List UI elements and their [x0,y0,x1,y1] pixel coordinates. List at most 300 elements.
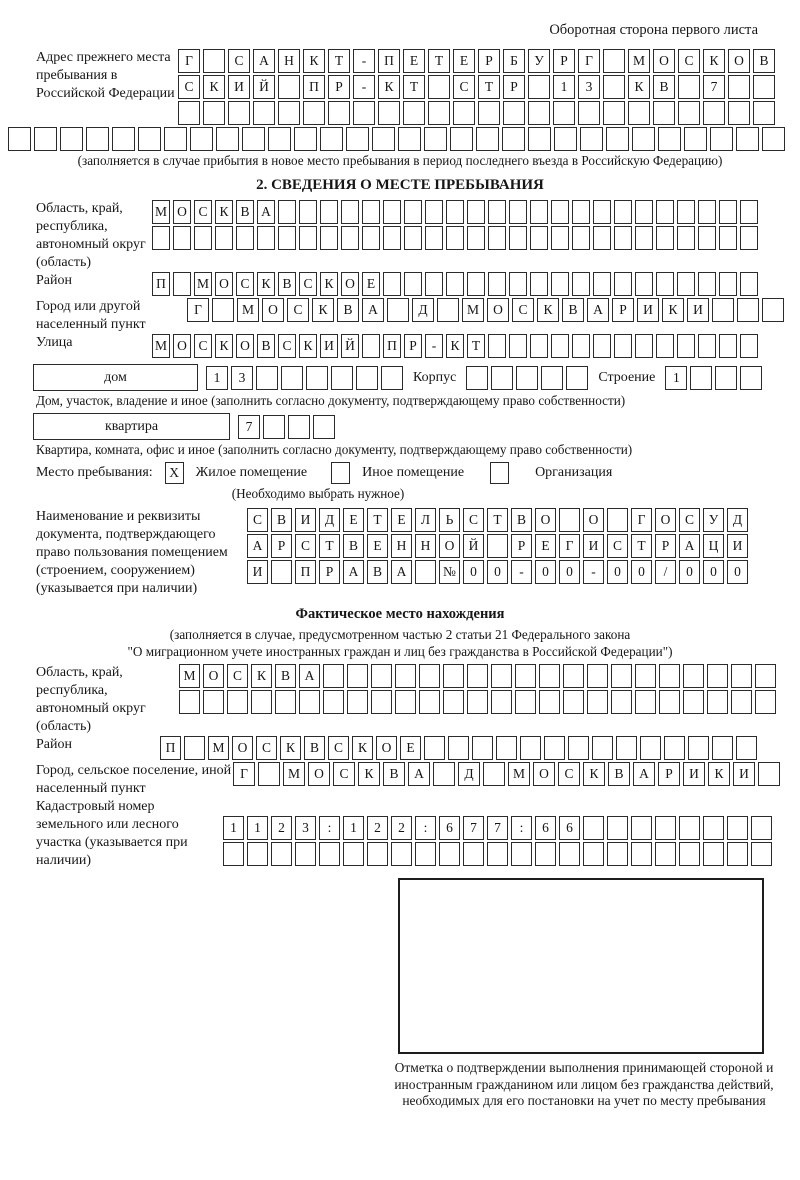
char-box [152,226,170,250]
char-box [112,127,135,151]
char-box [463,842,484,866]
char-box: О [535,508,556,532]
char-box [404,272,422,296]
char-box [509,226,527,250]
char-box [603,49,625,73]
char-box: А [587,298,609,322]
char-box [703,101,725,125]
char-box [303,101,325,125]
char-box [216,127,239,151]
char-box [347,664,368,688]
char-box [320,127,343,151]
char-row [152,272,758,296]
char-box: С [295,534,316,558]
char-box: В [562,298,584,322]
char-box [483,762,505,786]
char-box: И [687,298,709,322]
char-box: 0 [631,560,652,584]
char-box: 0 [463,560,484,584]
char-row [187,298,784,322]
char-box: 7 [463,816,484,840]
char-box: Й [253,75,275,99]
char-box: 6 [559,816,580,840]
char-box [228,101,250,125]
char-box [740,200,758,224]
char-box [515,664,536,688]
char-box: С [678,49,700,73]
char-box: 3 [231,366,253,390]
char-box: / [655,560,676,584]
char-box [443,690,464,714]
char-box [751,842,772,866]
char-box: К [446,334,464,358]
char-box [740,334,758,358]
char-box [425,200,443,224]
char-box [60,127,83,151]
char-box [607,842,628,866]
char-box: В [278,272,296,296]
char-box [503,101,525,125]
char-box: О [533,762,555,786]
char-box [607,816,628,840]
char-box [371,690,392,714]
char-box: О [655,508,676,532]
char-box [323,690,344,714]
char-box [707,664,728,688]
actual-location-note [8,627,792,660]
prev-address-rows [178,49,775,127]
apartment-row [33,413,792,440]
char-box [476,127,499,151]
char-box [343,842,364,866]
char-box: 7 [703,75,725,99]
char-box [306,366,328,390]
char-box: Т [403,75,425,99]
char-box: С [247,508,268,532]
section2-title: 2. СВЕДЕНИЯ О МЕСТЕ ПРЕБЫВАНИЯ [256,177,544,193]
char-box [491,366,513,390]
char-box [178,101,200,125]
char-box [628,101,650,125]
char-box [684,127,707,151]
char-box [372,127,395,151]
char-box [655,842,676,866]
stay-type-label: Место пребывания: [36,465,153,480]
char-box [203,49,225,73]
char-box: Н [278,49,300,73]
char-box [755,664,776,688]
char-box [367,842,388,866]
prev-address-field [8,49,792,127]
char-box: Т [487,508,508,532]
char-box: Л [415,508,436,532]
char-box [467,664,488,688]
char-box: 0 [679,560,700,584]
char-box: В [337,298,359,322]
residential-label: Жилое помещение [195,465,308,480]
char-box: Д [727,508,748,532]
char-box [539,664,560,688]
char-box [437,298,459,322]
char-box [467,272,485,296]
char-box: 0 [535,560,556,584]
char-row [152,200,758,224]
char-box [740,272,758,296]
char-box: А [362,298,384,322]
char-box [256,366,278,390]
char-box: М [237,298,259,322]
char-box [439,842,460,866]
document-label: Наименование и реквизиты документа, подтверждающего право пользования помещением (строением, сооружением) (указывается при наличии) [36,509,228,596]
char-box [404,226,422,250]
char-box [371,664,392,688]
char-box: О [262,298,284,322]
char-box [446,226,464,250]
char-box [86,127,109,151]
char-box [295,842,316,866]
char-box: С [287,298,309,322]
char-box [539,690,560,714]
char-box: О [173,334,191,358]
char-box [478,101,500,125]
char-box [719,334,737,358]
char-box [677,200,695,224]
char-box [587,664,608,688]
char-box [740,226,758,250]
actual-region-field [8,664,792,736]
char-box [236,226,254,250]
char-box [727,842,748,866]
char-box [419,664,440,688]
char-box [378,101,400,125]
char-box [719,272,737,296]
char-box [712,298,734,322]
char-box [559,842,580,866]
char-box [275,690,296,714]
prev-address-note: (заполняется в случае прибытия в новое место пребывания в период последнего въезда в Российскую Федерацию) [77,153,723,168]
char-box: В [753,49,775,73]
char-box [509,272,527,296]
char-box [593,226,611,250]
char-box: К [215,200,233,224]
actual-city-label: Город, сельское поселение, иной населенный пункт [36,763,232,796]
char-box: - [353,49,375,73]
char-box: С [558,762,580,786]
char-box [509,334,527,358]
char-box: 2 [367,816,388,840]
char-box [453,101,475,125]
char-box [678,101,700,125]
char-box [419,690,440,714]
char-box: П [152,272,170,296]
char-box [509,200,527,224]
char-box: Е [400,736,421,760]
char-box [247,842,268,866]
char-box: О [173,200,191,224]
char-row [247,560,748,584]
char-box: М [152,200,170,224]
char-box [341,226,359,250]
char-box [424,736,445,760]
char-box [278,226,296,250]
char-box: К [662,298,684,322]
char-row [206,366,403,390]
char-box [395,690,416,714]
char-box [728,75,750,99]
char-box [719,200,737,224]
char-box: А [257,200,275,224]
char-box: 3 [578,75,600,99]
char-box: 7 [487,816,508,840]
char-box: Д [319,508,340,532]
char-box [288,415,310,439]
char-box: С [194,334,212,358]
char-box: Р [511,534,532,558]
char-box: : [319,816,340,840]
char-box [203,690,224,714]
page-side-note: Оборотная сторона первого листа [549,22,758,38]
char-box: С [607,534,628,558]
char-box: 1 [206,366,228,390]
char-box [653,101,675,125]
char-row [178,75,775,99]
char-box [762,298,784,322]
char-box: О [215,272,233,296]
char-box [583,842,604,866]
char-box [632,127,655,151]
street-label: Улица [36,335,73,350]
char-box [278,200,296,224]
char-box [488,334,506,358]
char-box [656,200,674,224]
char-box [515,690,536,714]
char-box: К [203,75,225,99]
char-box [707,690,728,714]
char-box [635,226,653,250]
region-label: Область, край, республика, автономный округ (область) [36,201,146,270]
actual-city-field [8,762,792,798]
char-box: С [333,762,355,786]
char-box [677,272,695,296]
char-box: А [391,560,412,584]
char-box [313,415,335,439]
char-box: Е [453,49,475,73]
char-box: А [408,762,430,786]
char-box: И [228,75,250,99]
char-box [572,226,590,250]
char-box [403,101,425,125]
char-box [331,366,353,390]
char-box [655,816,676,840]
char-row [223,816,772,840]
char-box [347,690,368,714]
char-box: А [679,534,700,558]
cadastral-label: Кадастровый номер земельного или лесного участка (указывается при наличии) [36,799,188,868]
char-box [728,101,750,125]
char-box [751,816,772,840]
char-box [502,127,525,151]
char-box [614,334,632,358]
char-box: Г [559,534,580,558]
char-box: К [299,334,317,358]
char-box [383,200,401,224]
char-box: О [376,736,397,760]
char-box [320,226,338,250]
char-box: М [152,334,170,358]
confirmation-stamp-box [398,878,764,1054]
char-box: О [583,508,604,532]
char-box [328,101,350,125]
char-box: М [179,664,200,688]
char-box [664,736,685,760]
char-box: С [299,272,317,296]
char-box [516,366,538,390]
char-box: 1 [553,75,575,99]
char-box [184,736,205,760]
char-box [294,127,317,151]
char-box: Г [178,49,200,73]
char-box: С [328,736,349,760]
char-box: Й [341,334,359,358]
char-box [614,226,632,250]
char-box: О [236,334,254,358]
char-box [563,664,584,688]
actual-district-field [8,736,792,762]
char-box [737,298,759,322]
char-box [530,334,548,358]
char-box: 6 [535,816,556,840]
char-box [631,816,652,840]
char-box [251,690,272,714]
residential-checkbox: X [165,462,184,484]
char-box: М [283,762,305,786]
char-box [572,334,590,358]
char-box: Т [631,534,652,558]
char-box: К [280,736,301,760]
char-box: А [253,49,275,73]
char-box: Е [362,272,380,296]
char-box [614,200,632,224]
char-box [656,334,674,358]
district-label: Район [36,273,72,288]
char-row [160,736,757,760]
char-box [138,127,161,151]
char-box: К [312,298,334,322]
char-box: Н [391,534,412,558]
char-box: 3 [295,816,316,840]
char-box [635,200,653,224]
char-box: Г [631,508,652,532]
char-box [603,101,625,125]
char-box: О [232,736,253,760]
char-box: К [537,298,559,322]
char-box [227,690,248,714]
char-box [467,226,485,250]
other-premises-label: Иное помещение [362,465,465,480]
char-box [223,842,244,866]
char-box: П [378,49,400,73]
char-box [299,226,317,250]
char-box: Р [503,75,525,99]
char-box [551,272,569,296]
char-box: Т [478,75,500,99]
district-field [8,272,792,298]
char-box [736,736,757,760]
char-box [488,226,506,250]
char-box [268,127,291,151]
char-box: К [257,272,275,296]
char-box [491,664,512,688]
char-box: В [304,736,325,760]
char-box: О [203,664,224,688]
char-box [587,690,608,714]
char-box [593,200,611,224]
char-box [688,736,709,760]
char-box: 0 [607,560,628,584]
stay-type-note: (Необходимо выбрать нужное) [231,486,405,501]
char-box: В [383,762,405,786]
char-box: Е [343,508,364,532]
char-box [572,272,590,296]
char-box: В [511,508,532,532]
char-box [755,690,776,714]
char-box [299,200,317,224]
char-box: И [683,762,705,786]
char-box [34,127,57,151]
char-box: О [341,272,359,296]
char-box: 0 [559,560,580,584]
char-row [466,366,588,390]
char-box: Г [578,49,600,73]
char-box: В [343,534,364,558]
char-box [488,200,506,224]
char-box [319,842,340,866]
char-box [710,127,733,151]
char-box [446,272,464,296]
char-row [179,664,776,688]
char-row [178,49,775,73]
char-box [635,334,653,358]
stroenie-label: Строение [598,369,656,385]
city-field [8,298,792,334]
char-box [592,736,613,760]
char-box [415,560,436,584]
char-box [593,272,611,296]
char-box [428,75,450,99]
char-box: В [275,664,296,688]
char-box: Ь [439,508,460,532]
char-box: 6 [439,816,460,840]
char-box [278,101,300,125]
char-box [559,508,580,532]
char-box [263,415,285,439]
char-box: И [295,508,316,532]
char-box [606,127,629,151]
char-box: И [733,762,755,786]
char-box: К [703,49,725,73]
char-box: И [727,534,748,558]
char-box [491,690,512,714]
char-box [736,127,759,151]
char-box [715,366,737,390]
char-box [530,226,548,250]
char-box: - [353,75,375,99]
char-box: 0 [727,560,748,584]
char-box: О [487,298,509,322]
char-box: Д [412,298,434,322]
char-box: Е [535,534,556,558]
char-box: О [653,49,675,73]
